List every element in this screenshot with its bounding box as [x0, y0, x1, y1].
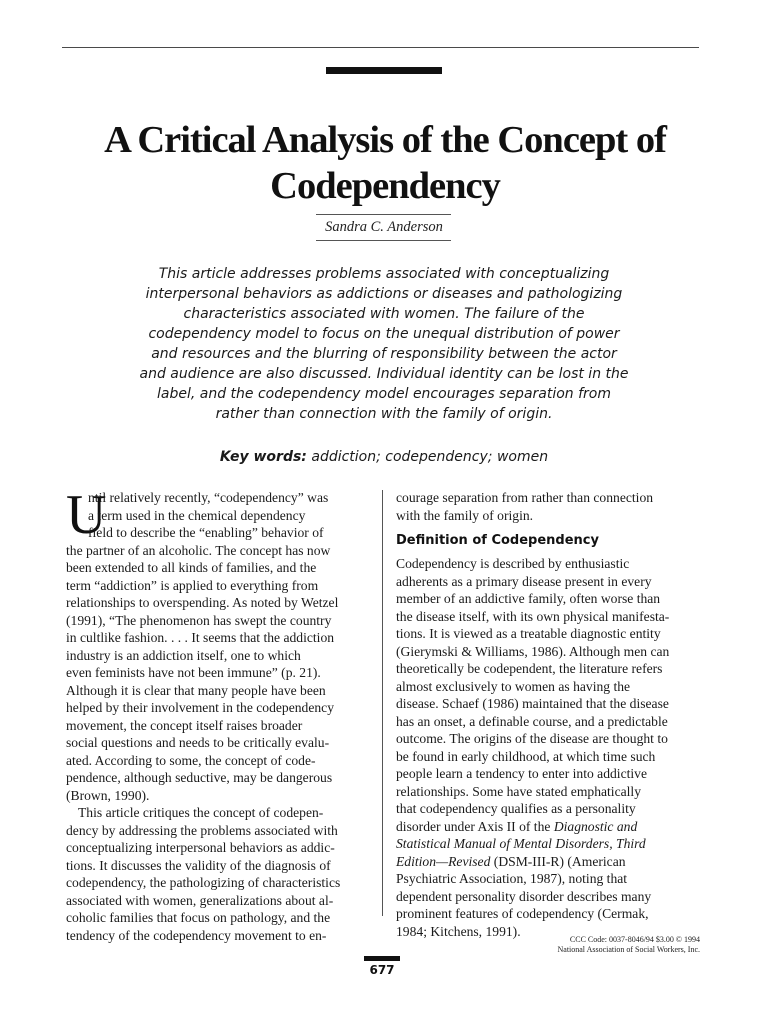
body-line: conceptualizing interpersonal behaviors as addic-: [66, 840, 335, 855]
author-name: Sandra C. Anderson: [325, 219, 443, 235]
abstract-line: interpersonal behaviors as addictions or diseases and pathologizing: [145, 286, 623, 302]
body-line: (Gierymski & Williams, 1986). Although men can: [396, 643, 670, 659]
body-line: disease. Schaef (1986) maintained that the disease: [396, 696, 669, 711]
copyright-notice: [520, 935, 700, 955]
body-line: member of an addictive family, often worse than: [396, 591, 661, 606]
header-rule: [62, 47, 699, 48]
title-line-1: A Critical Analysis of the Concept of: [104, 119, 666, 161]
body-line: in cultlike fashion. . . . It seems that the addiction: [66, 630, 335, 645]
body-line: relationships to overspending. As noted by Wetzel: [66, 595, 339, 610]
ccc-code: CCC Code: 0037-8046/94 $3.00 © 1994: [569, 935, 700, 944]
body-line: pendence, although seductive, may be dangerous: [66, 770, 333, 785]
body-line: the partner of an alcoholic. The concept has now: [66, 542, 331, 558]
body-line: has an onset, a definable course, and a predictable: [396, 713, 668, 729]
body-line: [396, 835, 702, 853]
body-line: Psychiatric Association, 1987), noting that: [396, 871, 628, 886]
body-line: coholic families that focus on pathology, and the: [66, 910, 331, 925]
abstract-line: and resources and the blurring of responsibility between the actor: [151, 346, 617, 362]
body-line: tions. It discusses the validity of the diagnosis of: [66, 857, 331, 873]
abstract-line: rather than connection with the family of origin.: [215, 406, 553, 422]
keywords-list: addiction; codependency; women: [311, 449, 549, 465]
body-column-right: [396, 489, 702, 940]
body-line: field to describe the “enabling” behavior of: [88, 525, 324, 540]
body-line: dency by addressing the problems associated with: [66, 822, 338, 838]
body-column-left: [66, 484, 376, 944]
article-title: [60, 117, 710, 209]
abstract-line: and audience are also discussed. Individual identity can be lost in the: [139, 366, 629, 382]
body-line: codependency, the pathologizing of characteristics: [66, 875, 341, 890]
body-line: social questions and needs to be critically evalu-: [66, 735, 330, 750]
italic-reference: Statistical Manual of Mental Disorders, Third: [396, 836, 646, 851]
abstract-line: codependency model to focus on the unequal distribution of power: [148, 326, 620, 342]
body-line: ated. According to some, the concept of code-: [66, 752, 316, 768]
page-number: 677: [369, 963, 395, 977]
body-line: (1991), “The phenomenon has swept the country: [66, 612, 332, 628]
section-heading: Definition of Codependency: [396, 533, 599, 548]
body-line: tions. It is viewed as a treatable diagnostic entity: [396, 626, 661, 641]
body-line: be found in early childhood, at which time such: [396, 748, 656, 764]
keywords: [120, 447, 648, 467]
author-rule-top: [316, 214, 451, 215]
italic-reference: Diagnostic and: [553, 818, 638, 834]
body-line: courage separation from rather than connection: [396, 490, 654, 505]
body-line: been extended to all kinds of families, and the: [66, 560, 317, 575]
body-line: a term used in the chemical dependency: [88, 507, 306, 523]
body-line: Although it is clear that many people have been: [66, 682, 326, 698]
body-line: [396, 818, 702, 836]
body-line: industry is an addiction itself, one to which: [66, 647, 301, 663]
body-line: tendency of the codependency movement to en-: [66, 927, 327, 943]
body-line: Codependency is described by enthusiastic: [396, 556, 630, 571]
abstract-line: label, and the codependency model encourages separation from: [156, 386, 612, 402]
abstract: [128, 264, 640, 424]
abstract-line: This article addresses problems associated with conceptualizing: [158, 266, 610, 282]
body-line: dependent personality disorder describes many: [396, 888, 652, 904]
drop-cap: U: [66, 484, 107, 546]
body-line: This article critiques the concept of codepen-: [78, 805, 324, 820]
body-line: term “addiction” is applied to everything from: [66, 577, 319, 593]
body-line: outcome. The origins of the disease are thought to: [396, 731, 668, 746]
body-line: movement, the concept itself raises broader: [66, 717, 303, 733]
body-line: [396, 853, 702, 871]
body-line: prominent features of codependency (Cermak,: [396, 906, 649, 921]
body-line: 1984; Kitchens, 1991).: [396, 923, 521, 939]
column-divider: [382, 490, 383, 916]
footer-bar: [364, 956, 400, 961]
author-rule-bottom: [316, 240, 451, 241]
body-line: people learn a tendency to enter into addictive: [396, 766, 647, 781]
header-bar: [326, 67, 442, 74]
body-text: disorder under Axis II of the: [396, 818, 551, 834]
body-line: adherents as a primary disease present in every: [396, 573, 652, 589]
body-line: even feminists have not been immune” (p. 21).: [66, 665, 321, 680]
body-line: ntil relatively recently, “codependency” was: [88, 490, 329, 505]
body-line: almost exclusively to women as having the: [396, 678, 631, 694]
body-line: associated with women, generalizations about al-: [66, 892, 334, 908]
body-line: relationships. Some have stated emphatically: [396, 783, 641, 799]
body-line: the disease itself, with its own physical manifesta-: [396, 608, 670, 624]
body-line: helped by their involvement in the codependency: [66, 700, 335, 715]
body-text: (DSM-III-R) (American: [490, 853, 626, 869]
body-line: theoretically be codependent, the literature refers: [396, 661, 663, 676]
keywords-label: Key words:: [219, 449, 307, 465]
italic-reference: Edition—Revised: [396, 853, 491, 869]
body-line: (Brown, 1990).: [66, 787, 150, 803]
body-line: that codependency qualifies as a personality: [396, 801, 636, 816]
publisher: National Association of Social Workers, Inc.: [557, 945, 700, 954]
title-line-2: Codependency: [270, 165, 500, 207]
abstract-line: characteristics associated with women. The failure of the: [183, 306, 585, 322]
body-line: with the family of origin.: [396, 507, 534, 523]
